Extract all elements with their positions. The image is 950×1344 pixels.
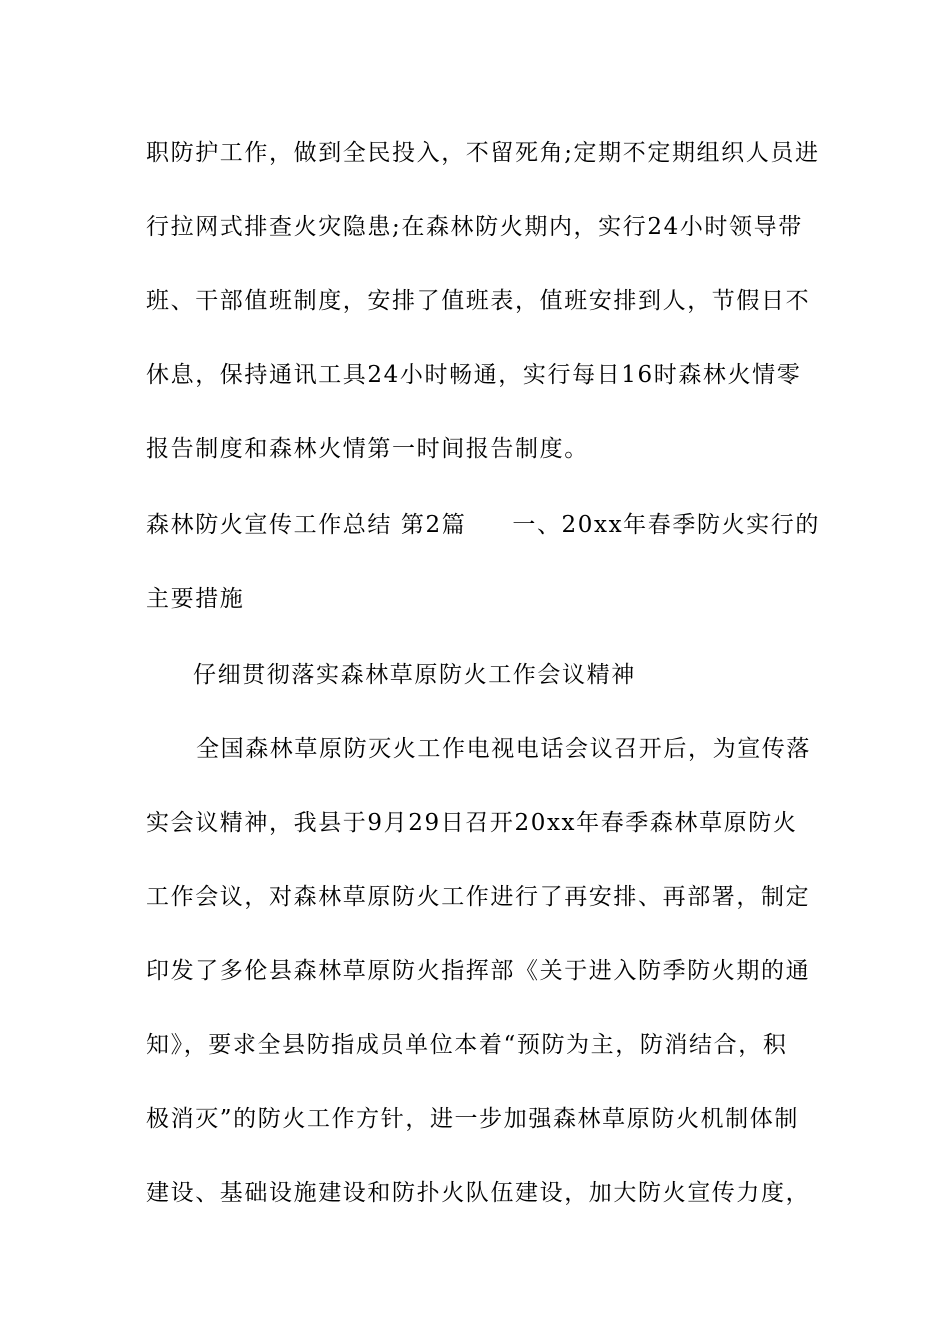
section-heading-title: 森林防火宣传工作总结 第2篇 [146,512,467,538]
paragraph-line: 全国森林草原防灭火工作电视电话会议召开后，为宣传落 [196,736,811,762]
subheading: 仔细贯彻落实森林草原防火工作会议精神 [193,662,636,688]
paragraph-line: 知》，要求全县防指成员单位本着“预防为主，防消结合，积 [146,1032,788,1058]
text-line: 行拉网式排查火灾隐患;在森林防火期内，实行24小时领导带 [146,214,803,240]
text-line: 休息，保持通讯工具24小时畅通，实行每日16时森林火情零 [146,362,802,388]
paragraph-line: 印发了多伦县森林草原防火指挥部《关于进入防季防火期的通 [146,958,811,984]
section-heading-item: 一、20xx年春季防火实行的 [512,512,820,538]
paragraph-line: 工作会议，对森林草原防火工作进行了再安排、再部署，制定 [146,884,811,910]
paragraph-line: 建设、基础设施建设和防扑火队伍建设，加大防火宣传力度， [146,1180,811,1206]
section-heading [146,510,820,540]
text-line: 班、干部值班制度，安排了值班表，值班安排到人，节假日不 [146,288,811,314]
paragraph-line: 极消灭”的防火工作方针，进一步加强森林草原防火机制体制 [146,1106,799,1132]
text-line: 职防护工作，做到全民投入，不留死角;定期不定期组织人员进 [146,140,820,166]
section-heading-continuation: 主要措施 [146,586,245,612]
paragraph-line: 实会议精神，我县于9月29日召开20xx年春季森林草原防火 [146,810,798,836]
text-line: 报告制度和森林火情第一时间报告制度。 [146,436,589,462]
